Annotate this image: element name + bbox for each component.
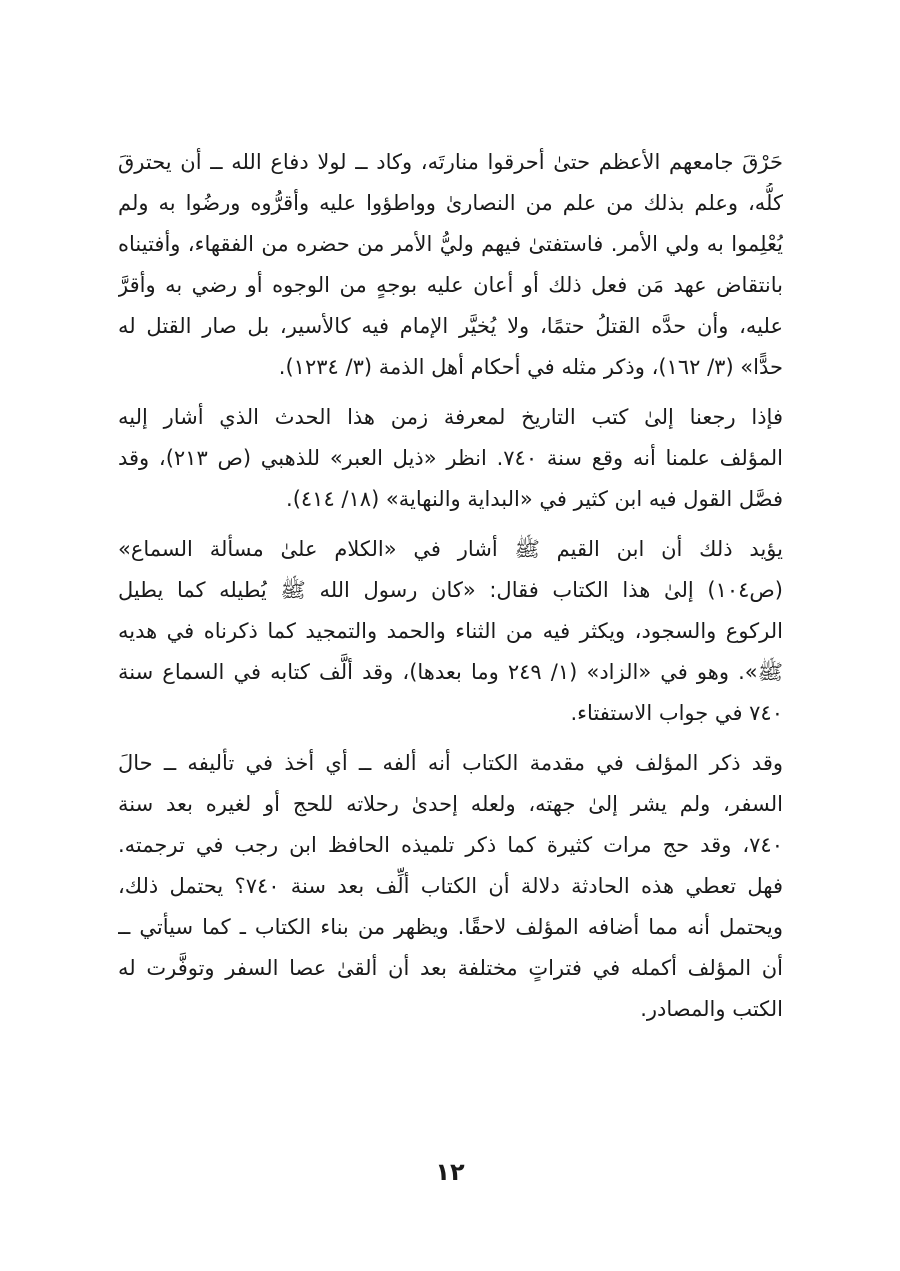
text-line: ٧٤٠ في جواب الاستفتاء. bbox=[570, 701, 783, 725]
text-line: ﷺ». وهو في «الزاد» (١/ ٢٤٩ وما بعدها)، وقد ألَّف كتابه في السماع سنة bbox=[118, 660, 783, 684]
text-line: حدًّا» (٣/ ١٦٢)، وذكر مثله في أحكام أهل الذمة (٣/ ١٢٣٤). bbox=[278, 355, 783, 379]
text-line: كلُّه، وعلم بذلك من علم من النصارىٰ وواطؤوا عليه وأقرُّوه ورضُوا به ولم bbox=[118, 191, 783, 215]
text-line: أن المؤلف أكمله في فتراتٍ مختلفة بعد أن ألقىٰ عصا السفر وتوفَّرت له bbox=[118, 956, 783, 980]
text-line: المؤلف علمنا أنه وقع سنة ٧٤٠. انظر «ذيل العبر» للذهبي (ص ٢١٣)، وقد bbox=[118, 446, 783, 470]
text-line: الكتب والمصادر. bbox=[640, 997, 783, 1021]
text-line: ويحتمل أنه مما أضافه المؤلف لاحقًا. ويظهر من بناء الكتاب ـ كما سيأتي ــ bbox=[118, 915, 783, 939]
text-line: عليه، وأن حدَّه القتلُ حتمًا، ولا يُخيَّر الإمام فيه كالأسير، بل صار القتل له bbox=[118, 314, 783, 338]
text-line: فهل تعطي هذه الحادثة دلالة أن الكتاب ألِّف بعد سنة ٧٤٠؟ يحتمل ذلك، bbox=[118, 874, 783, 898]
page-number: ١٢ bbox=[435, 1158, 465, 1186]
text-line: الركوع والسجود، ويكثر فيه من الثناء والحمد والتمجيد كما ذكرناه في هديه bbox=[118, 619, 783, 643]
text-line: حَرْقَ جامعهم الأعظم حتىٰ أحرقوا منارتَه، وكاد ــ لولا دفاع الله ــ أن يحترقَ bbox=[118, 150, 783, 174]
text-line: بانتقاض عهد مَن فعل ذلك أو أعان عليه بوجهٍ من الوجوه أو رضي به وأقرَّ bbox=[118, 273, 783, 297]
text-line: وقد ذكر المؤلف في مقدمة الكتاب أنه ألفه ــ أي أخذ في تأليفه ــ حالَ bbox=[118, 751, 783, 775]
text-line: فإذا رجعنا إلىٰ كتب التاريخ لمعرفة زمن هذا الحدث الذي أشار إليه bbox=[118, 405, 783, 429]
paragraph-3 bbox=[118, 529, 783, 734]
text-line: يُعْلِموا به ولي الأمر. فاستفتىٰ فيهم وليُّ الأمر من حضره من الفقهاء، وأفتيناه bbox=[118, 232, 783, 256]
paragraph-4 bbox=[118, 743, 783, 1030]
text-line: فصَّل القول فيه ابن كثير في «البداية والنهاية» (١٨/ ٤١٤). bbox=[286, 487, 783, 511]
text-line: يؤيد ذلك أن ابن القيم ﷺ أشار في «الكلام علىٰ مسألة السماع» bbox=[118, 537, 783, 561]
text-line: (ص١٠٤) إلىٰ هذا الكتاب فقال: «كان رسول الله ﷺ يُطيله كما يطيل bbox=[118, 578, 783, 602]
paragraph-1 bbox=[118, 142, 783, 388]
page-body bbox=[118, 142, 783, 1039]
text-line: ٧٤٠، وقد حج مرات كثيرة كما ذكر تلميذه الحافظ ابن رجب في ترجمته. bbox=[118, 833, 783, 857]
paragraph-2 bbox=[118, 397, 783, 520]
text-line: السفر، ولم يشر إلىٰ جهته، ولعله إحدىٰ رحلاته للحج أو لغيره بعد سنة bbox=[118, 792, 783, 816]
